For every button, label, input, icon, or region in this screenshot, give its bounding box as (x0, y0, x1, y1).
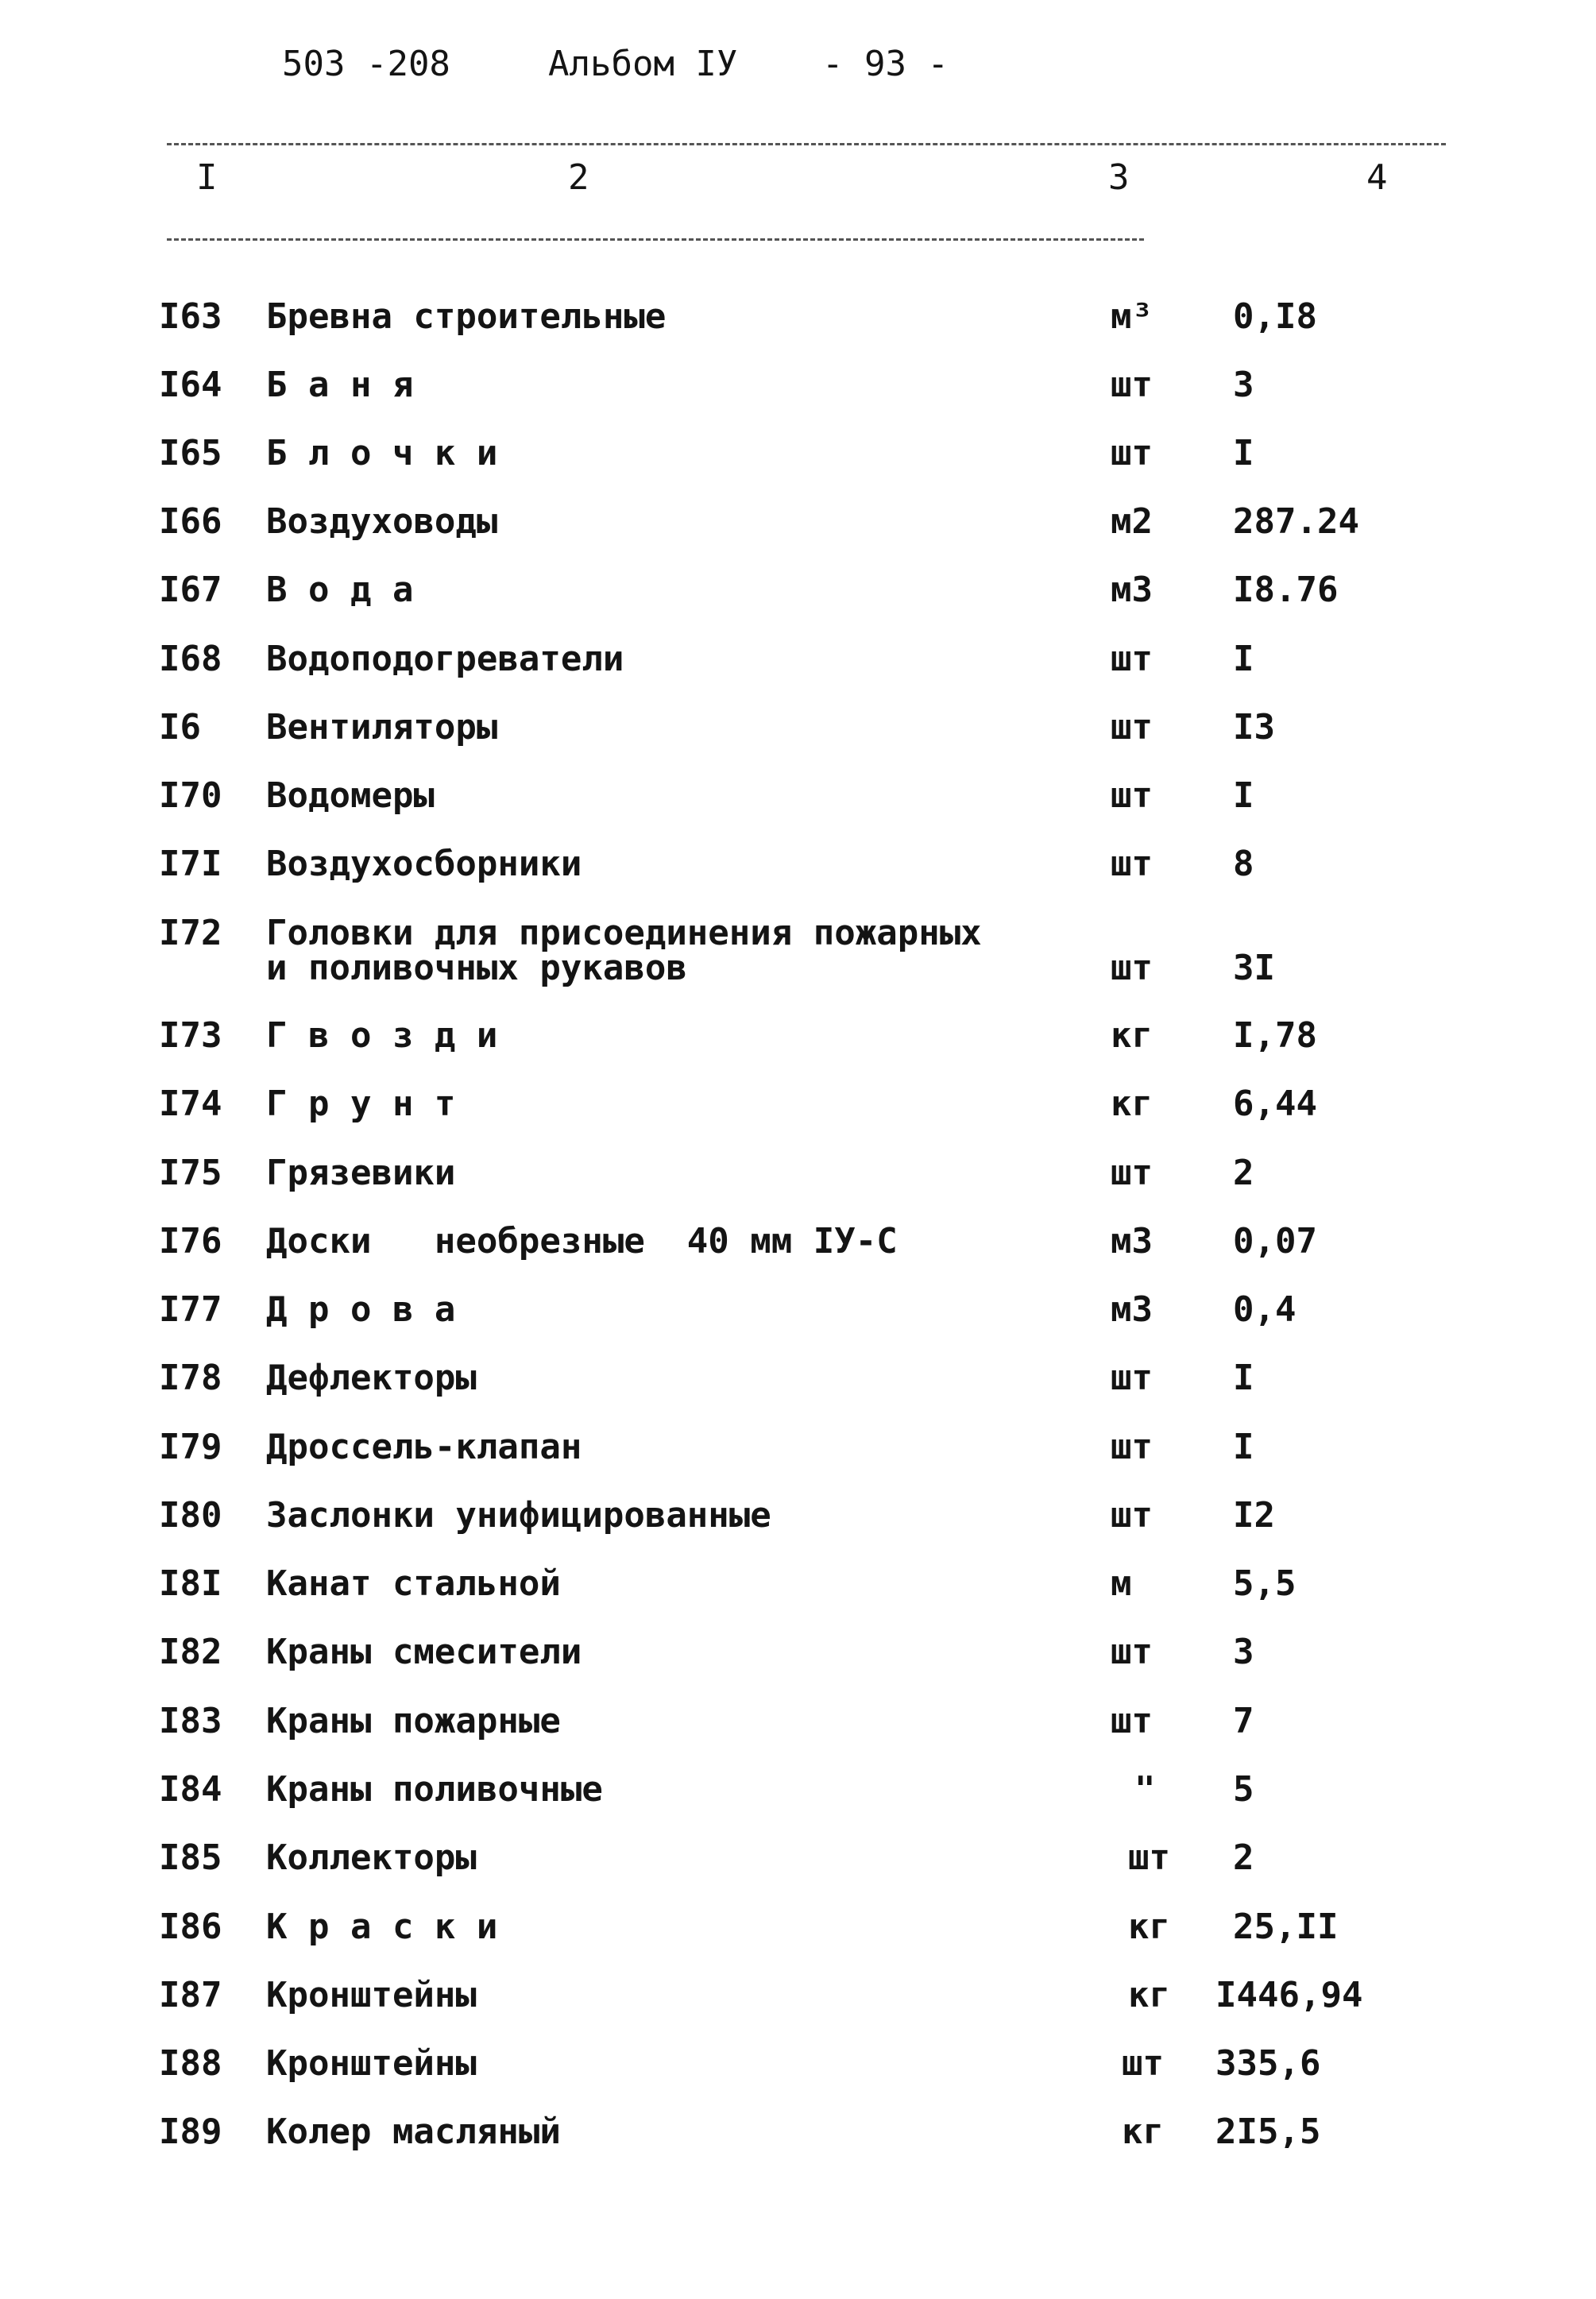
page-number: - 93 - (822, 44, 949, 84)
row-number: I63 (159, 296, 222, 337)
row-number: I82 (159, 1632, 222, 1672)
row-unit: шт (1111, 1632, 1153, 1672)
row-name: К р а с к и (266, 1907, 498, 1947)
row-number: I84 (159, 1769, 222, 1810)
row-quantity: I2 (1233, 1495, 1275, 1536)
row-quantity: I (1233, 639, 1254, 679)
column-number-2: 2 (568, 157, 589, 198)
row-quantity: 7 (1233, 1701, 1254, 1741)
row-name: Д р о в а (266, 1289, 456, 1330)
row-unit: кг (1111, 1015, 1153, 1056)
row-unit: шт (1111, 1153, 1153, 1193)
row-unit: м (1111, 1563, 1132, 1604)
row-quantity: 0,4 (1233, 1289, 1297, 1330)
row-quantity: I3 (1233, 707, 1275, 748)
table-top-rule (167, 143, 1446, 145)
row-name: В о д а (266, 570, 414, 610)
row-name: Б л о ч к и (266, 433, 498, 473)
row-name: Г в о з д и (266, 1015, 498, 1056)
row-unit: шт (1111, 639, 1153, 679)
row-number: I6 (159, 707, 201, 748)
row-unit: м3 (1111, 1289, 1153, 1330)
document-code: 503 -208 (282, 44, 450, 84)
row-unit: " (1134, 1769, 1156, 1810)
row-quantity: 5,5 (1233, 1563, 1297, 1604)
row-number: I7I (159, 844, 222, 884)
row-unit: шт (1111, 1427, 1153, 1467)
row-number: I65 (159, 433, 222, 473)
album-title: Альбом IУ (548, 44, 738, 84)
row-name: Головки для присоединения пожарных (266, 913, 982, 953)
row-quantity: 2 (1233, 1837, 1254, 1878)
row-name: Канат стальной (266, 1563, 561, 1604)
row-unit: кг (1128, 1907, 1170, 1947)
row-quantity: I (1233, 1427, 1254, 1467)
row-unit: шт (1111, 1358, 1153, 1398)
row-quantity: 287.24 (1233, 501, 1359, 542)
row-name: Водомеры (266, 775, 435, 816)
row-name-continued: и поливочных рукавов (266, 948, 687, 988)
row-number: I72 (159, 913, 222, 953)
row-unit: шт (1111, 775, 1153, 816)
row-number: I73 (159, 1015, 222, 1056)
row-number: I85 (159, 1837, 222, 1878)
row-unit: м2 (1111, 501, 1153, 542)
row-quantity: I8.76 (1233, 570, 1339, 610)
row-unit: кг (1111, 1084, 1153, 1124)
column-number-4: 4 (1366, 157, 1388, 198)
row-number: I89 (159, 2112, 222, 2152)
row-name: Коллекторы (266, 1837, 477, 1878)
row-quantity: I (1233, 433, 1254, 473)
row-unit: шт (1111, 433, 1153, 473)
row-unit: шт (1111, 707, 1153, 748)
row-number: I70 (159, 775, 222, 816)
row-unit: шт (1128, 1837, 1170, 1878)
row-name: Г р у н т (266, 1084, 456, 1124)
row-number: I68 (159, 639, 222, 679)
row-number: I87 (159, 1975, 222, 2015)
row-number: I79 (159, 1427, 222, 1467)
row-quantity: 2I5,5 (1215, 2112, 1321, 2152)
column-number-3: 3 (1108, 157, 1130, 198)
row-quantity: I446,94 (1215, 1975, 1363, 2015)
row-number: I76 (159, 1221, 222, 1262)
row-number: I64 (159, 365, 222, 405)
row-quantity: I,78 (1233, 1015, 1317, 1056)
row-name: Кронштейны (266, 2043, 477, 2084)
row-unit: шт (1111, 948, 1153, 988)
row-number: I75 (159, 1153, 222, 1193)
row-quantity: 25,II (1233, 1907, 1339, 1947)
row-number: I67 (159, 570, 222, 610)
column-number-1: I (196, 157, 218, 198)
row-name: Доски необрезные 40 мм IУ-С (266, 1221, 898, 1262)
row-unit: шт (1111, 365, 1153, 405)
row-unit: шт (1111, 1495, 1153, 1536)
row-name: Краны пожарные (266, 1701, 561, 1741)
row-number: I74 (159, 1084, 222, 1124)
row-unit: кг (1128, 1975, 1170, 2015)
row-name: Краны поливочные (266, 1769, 603, 1810)
row-unit: м³ (1111, 296, 1153, 337)
row-unit: шт (1111, 844, 1153, 884)
row-quantity: I (1233, 775, 1254, 816)
row-name: Воздухосборники (266, 844, 582, 884)
row-number: I8I (159, 1563, 222, 1604)
row-quantity: 0,I8 (1233, 296, 1317, 337)
row-quantity: 3 (1233, 1632, 1254, 1672)
row-name: Вентиляторы (266, 707, 498, 748)
row-name: Краны смесители (266, 1632, 582, 1672)
row-number: I86 (159, 1907, 222, 1947)
row-number: I88 (159, 2043, 222, 2084)
row-number: I77 (159, 1289, 222, 1330)
row-number: I83 (159, 1701, 222, 1741)
row-unit: м3 (1111, 1221, 1153, 1262)
row-name: Дроссель-клапан (266, 1427, 582, 1467)
row-name: Б а н я (266, 365, 414, 405)
row-quantity: 335,6 (1215, 2043, 1321, 2084)
row-name: Кронштейны (266, 1975, 477, 2015)
row-name: Дефлекторы (266, 1358, 477, 1398)
row-number: I80 (159, 1495, 222, 1536)
row-name: Колер масляный (266, 2112, 561, 2152)
row-quantity: 3I (1233, 948, 1275, 988)
row-quantity: 8 (1233, 844, 1254, 884)
table-header-rule (167, 238, 1144, 241)
row-unit: шт (1122, 2043, 1164, 2084)
row-name: Заслонки унифицированные (266, 1495, 771, 1536)
row-quantity: 2 (1233, 1153, 1254, 1193)
row-unit: шт (1111, 1701, 1153, 1741)
row-unit: м3 (1111, 570, 1153, 610)
row-number: I66 (159, 501, 222, 542)
row-name: Воздуховоды (266, 501, 498, 542)
row-name: Грязевики (266, 1153, 456, 1193)
row-quantity: 5 (1233, 1769, 1254, 1810)
row-unit: кг (1122, 2112, 1164, 2152)
row-quantity: 6,44 (1233, 1084, 1317, 1124)
row-quantity: 3 (1233, 365, 1254, 405)
row-name: Бревна строительные (266, 296, 667, 337)
row-quantity: 0,07 (1233, 1221, 1317, 1262)
row-quantity: I (1233, 1358, 1254, 1398)
row-number: I78 (159, 1358, 222, 1398)
row-name: Водоподогреватели (266, 639, 624, 679)
